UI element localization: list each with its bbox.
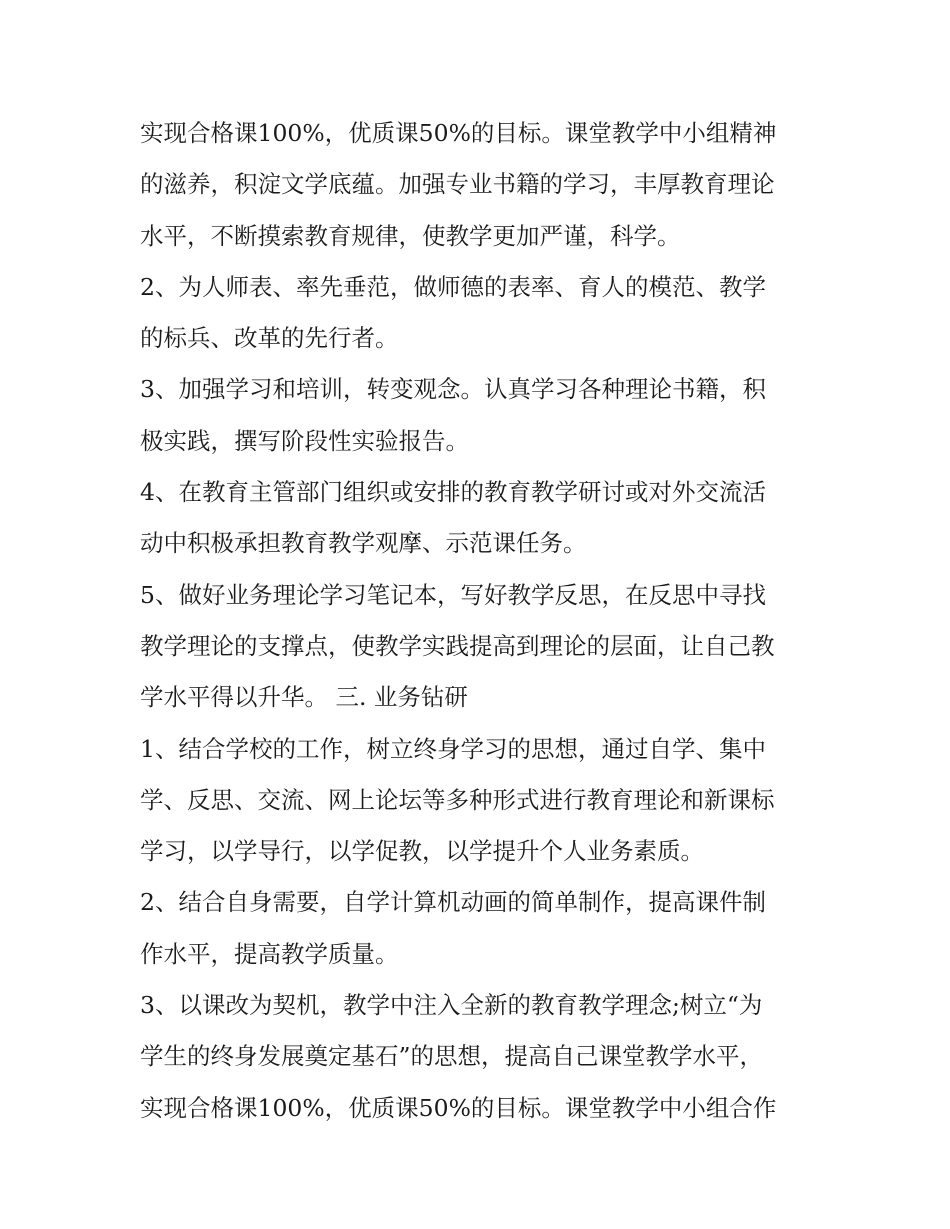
text-line: 动中积极承担教育教学观摩、示范课任务。 [140, 529, 587, 558]
text-line: 作水平，提高教学质量。 [140, 939, 399, 968]
text-line: 4、在教育主管部门组织或安排的教育教学研讨或对外交流活 [140, 478, 766, 507]
text-line: 学、反思、交流、网上论坛等多种形式进行教育理论和新课标 [140, 785, 775, 814]
text-line: 5、做好业务理论学习笔记本，写好教学反思，在反思中寻找 [140, 580, 766, 609]
text-line: 的滋养，积淀文学底蕴。加强专业书籍的学习，丰厚教育理论 [140, 170, 775, 199]
text-line: 教学理论的支撑点，使教学实践提高到理论的层面，让自己教 [140, 631, 775, 660]
text-line: 2、结合自身需要，自学计算机动画的简单制作，提高课件制 [140, 888, 766, 917]
text-line: 学习，以学导行，以学促教，以学提升个人业务素质。 [140, 837, 704, 866]
text-line: 学生的终身发展奠定基石”的思想，提高自己课堂教学水平， [140, 1042, 764, 1071]
text-line: 极实践，撰写阶段性实验报告。 [140, 426, 469, 455]
text-line: 3、以课改为契机，教学中注入全新的教育教学理念;树立“为 [140, 991, 763, 1020]
text-line: 1、结合学校的工作，树立终身学习的思想，通过自学、集中 [140, 734, 766, 763]
text-line: 2、为人师表、率先垂范，做师德的表率、育人的模范、教学 [140, 272, 766, 301]
text-line: 水平，不断摸索教育规律，使教学更加严谨，科学。 [140, 221, 681, 250]
text-line: 3、加强学习和培训，转变观念。认真学习各种理论书籍，积 [140, 375, 766, 404]
text-line: 实现合格课100%，优质课50%的目标。课堂教学中小组合作 [140, 1093, 777, 1122]
document-body [140, 108, 830, 1134]
text-line: 实现合格课100%，优质课50%的目标。课堂教学中小组精神 [140, 119, 777, 147]
text-line: 学水平得以升华。 三. 业务钻研 [140, 683, 468, 712]
text-line: 的标兵、改革的先行者。 [140, 324, 399, 353]
